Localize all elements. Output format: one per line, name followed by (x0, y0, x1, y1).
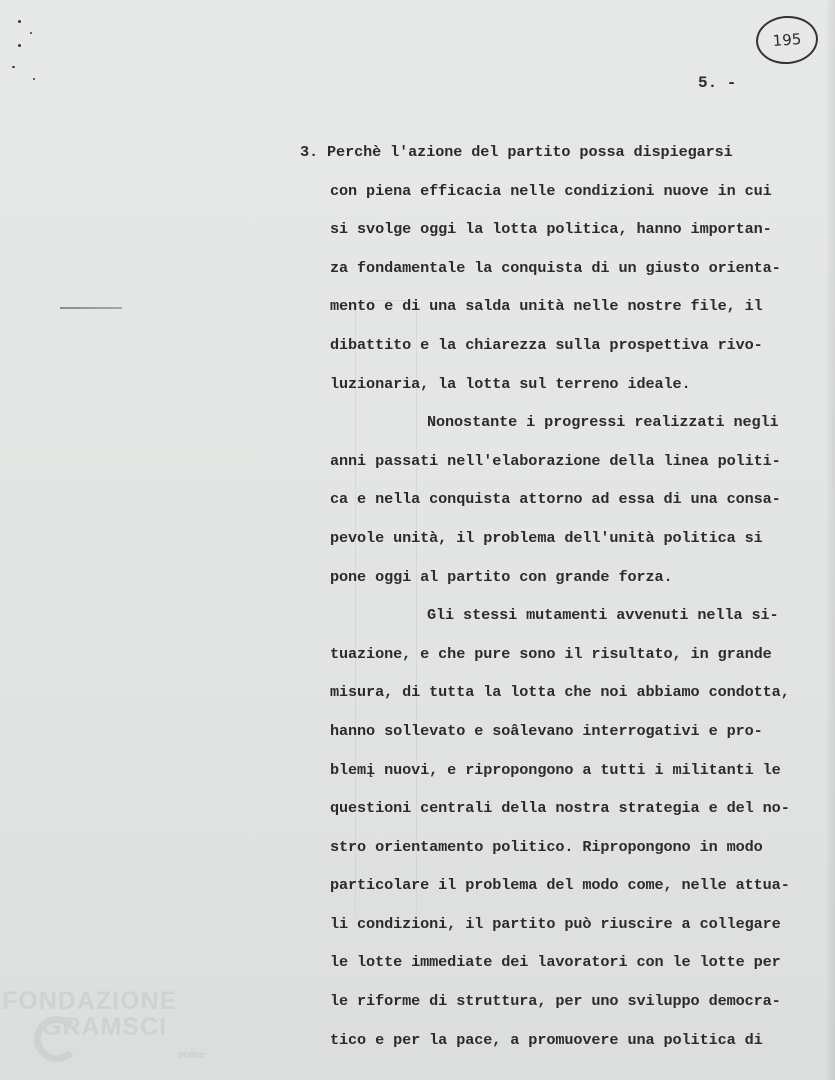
logo-text-gramsci: GRAMSCI (42, 1013, 168, 1041)
text-line: tuazione, e che pure sono il risultato, in grande (330, 644, 772, 663)
punch-speck (12, 66, 15, 68)
text-line: anni passati nell'elaborazione della linea politi- (330, 451, 781, 470)
punch-speck (18, 44, 21, 47)
text-line: con piena efficacia nelle condizioni nuove in cui (330, 181, 772, 200)
text-line: ca e nella conquista attorno ad essa di una consa- (330, 490, 781, 509)
text-line: questioni centrali della nostra strategia e del no- (330, 799, 790, 818)
text-line: blemį nuovi, e ripropongono a tutti i militanti le (330, 760, 781, 779)
punch-speck (33, 78, 35, 80)
text-line: dibattito e la chiarezza sulla prospettiva rivo- (330, 335, 763, 354)
fondazione-gramsci-logo (2, 988, 177, 1040)
page-number: 5. - (698, 74, 737, 92)
margin-mark (60, 307, 122, 309)
typed-body-text (300, 138, 830, 1064)
text-line: luzionaria, la lotta sul terreno ideale. (330, 374, 691, 393)
punch-speck (18, 20, 21, 23)
text-line: particolare il problema del modo come, nelle attua- (330, 876, 790, 895)
text-line: stro orientamento politico. Ripropongono in modo (330, 837, 763, 856)
logo-text-fondazione: FONDAZIONE (2, 987, 178, 1015)
punch-speck (30, 32, 32, 34)
text-line: Gli stessi mutamenti avvenuti nella si- (427, 606, 779, 625)
text-line: le lotte immediate dei lavoratori con le lotte per (330, 953, 781, 972)
text-line: 3. Perchè l'azione del partito possa dispiegarsi (300, 143, 733, 161)
text-line: hanno sollevato e soâlevano interrogativi e pro- (330, 721, 763, 740)
text-line: tico e per la pace, a promuovere una politica di (330, 1030, 763, 1049)
text-line: le riforme di struttura, per uno sviluppo democra- (330, 992, 781, 1011)
text-line: pone oggi al partito con grande forza. (330, 567, 673, 586)
text-line: za fondamentale la conquista di un giusto orienta- (330, 258, 781, 277)
logo-online-text: online (178, 1050, 205, 1061)
text-line: misura, di tutta la lotta che noi abbiamo condotta, (330, 683, 790, 702)
text-line: pevole unità, il problema dell'unità politica si (330, 528, 763, 547)
text-line: li condizioni, il partito può riuscire a collegare (330, 914, 781, 933)
text-line: si svolge oggi la lotta politica, hanno importan- (330, 220, 772, 239)
text-line: Nonostante i progressi realizzati negli (427, 413, 779, 432)
archive-stamp-number (754, 14, 819, 66)
text-line: mento e di una salda unità nelle nostre file, il (330, 297, 763, 316)
archive-number-text: 195 (772, 30, 802, 50)
